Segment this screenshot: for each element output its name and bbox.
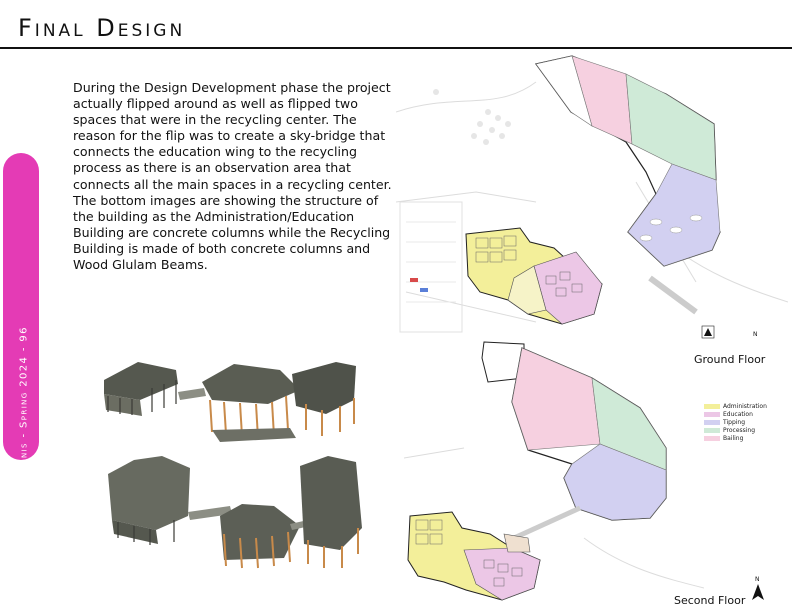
legend-item xyxy=(704,434,767,442)
north-label-ground: N xyxy=(753,331,758,338)
structure-model-bottom xyxy=(104,454,366,570)
legend-item xyxy=(704,402,767,410)
structure-model-top xyxy=(100,360,362,444)
second-floor-plan xyxy=(404,338,704,608)
legend-swatch xyxy=(704,428,720,433)
legend-label: Administration xyxy=(723,402,767,410)
legend-swatch xyxy=(704,420,720,425)
legend-label: Tipping xyxy=(723,418,746,426)
ground-floor-plan xyxy=(396,52,788,342)
legend-swatch xyxy=(704,412,720,417)
side-tab xyxy=(3,153,39,592)
north-label-second: N xyxy=(755,576,760,583)
legend-label: Processing xyxy=(723,426,756,434)
legend-swatch xyxy=(704,404,720,409)
legend-label: Education xyxy=(723,410,753,418)
page-title: Final Design xyxy=(18,14,186,42)
legend-item xyxy=(704,418,767,426)
legend-swatch xyxy=(704,436,720,441)
legend-label: Bailing xyxy=(723,434,744,442)
legend-item xyxy=(704,410,767,418)
ground-floor-label: Ground Floor xyxy=(694,353,766,366)
side-tab-text: ARC 621 - Danielle Bonis - Spring 2024 - 96 xyxy=(18,326,30,592)
legend-item xyxy=(704,426,767,434)
second-floor-label: Second Floor xyxy=(674,594,746,607)
room-legend xyxy=(704,402,767,442)
north-arrow-ground xyxy=(702,326,714,338)
north-arrow-second-icon xyxy=(748,582,768,604)
description-text: During the Design Development phase the project actually flipped around as well as flipped two spaces that were in the recycling center. The reason for the flip was to create a sky-bridge that connects the education wing to the recycling process as there is an observation area that connects all the main spaces in a recycling center. The bottom images are showing the structure of the building as the Administration/Education Building are concrete columns while the Recycling Building is made of both concrete columns and Wood Glulam Beams. xyxy=(73,80,392,273)
title-rule xyxy=(0,47,792,49)
